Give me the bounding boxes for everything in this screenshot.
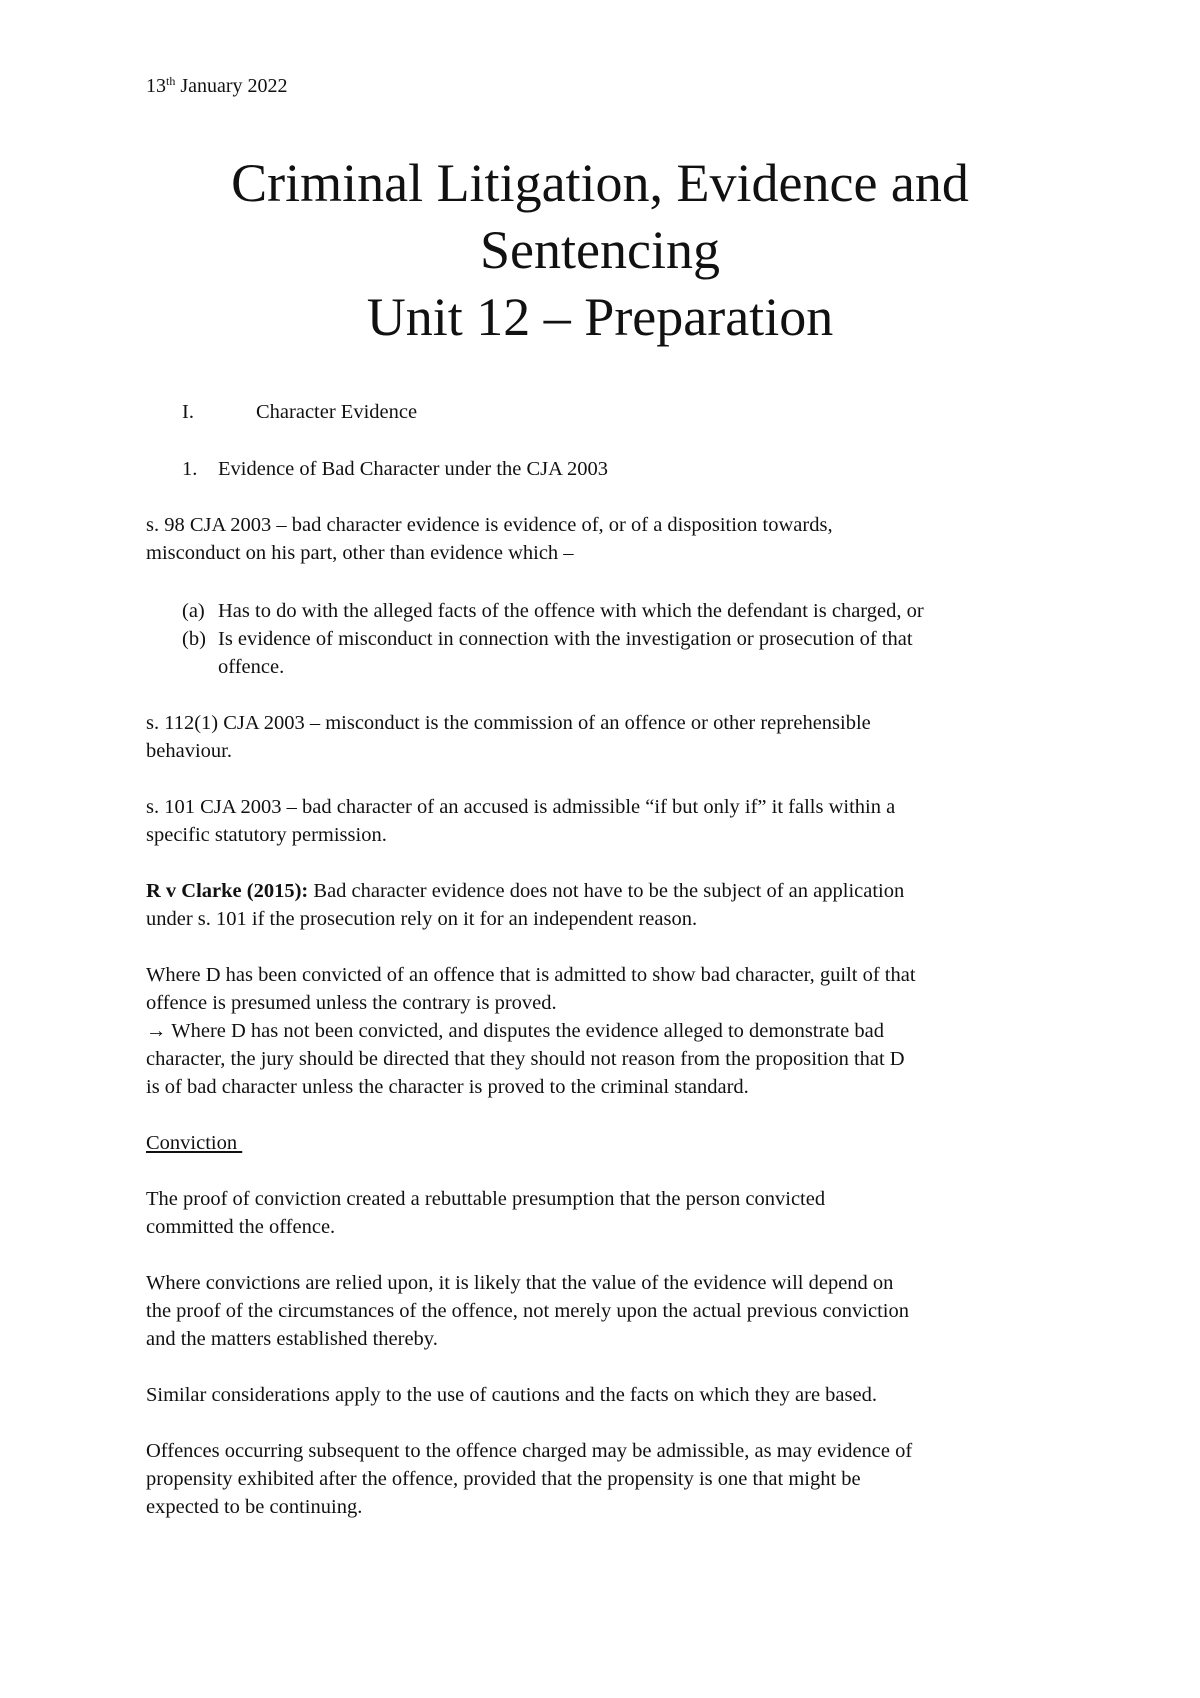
paragraph-relied: [146, 1269, 1076, 1353]
paragraph-line: behaviour.: [146, 740, 232, 762]
paragraph-subsequent: [146, 1437, 1076, 1521]
paragraph-line: and the matters established thereby.: [146, 1328, 438, 1350]
paragraph-s101: [146, 793, 1076, 849]
paragraph-line: committed the offence.: [146, 1216, 336, 1238]
paragraph-line: specific statutory permission.: [146, 824, 387, 846]
paragraph-line: The proof of conviction created a rebuttable presumption that the person convicted: [146, 1188, 826, 1210]
paragraph-line: is of bad character unless the character is proved to the criminal standard.: [146, 1076, 749, 1098]
list-item-a: Has to do with the alleged facts of the offence with which the defendant is charged, or: [218, 600, 924, 622]
list-marker-b: (b): [182, 628, 206, 650]
list-marker-a: (a): [182, 600, 205, 622]
paragraph-convicted: [146, 961, 1076, 1101]
paragraph-line: [146, 877, 1076, 905]
paragraph-line: s. 98 CJA 2003 – bad character evidence is evidence of, or of a disposition towards,: [146, 514, 833, 536]
paragraph-line: propensity exhibited after the offence, provided that the propensity is one that might be: [146, 1468, 861, 1490]
date-month-year: January 2022: [175, 75, 288, 97]
case-name: R v Clarke (2015):: [146, 880, 309, 902]
paragraph-line: character, the jury should be directed that they should not reason from the proposition that D: [146, 1048, 905, 1070]
paragraph-line: under s. 101 if the prosecution rely on it for an independent reason.: [146, 908, 698, 930]
date-day: 13: [146, 75, 166, 97]
paragraph-similar: [146, 1381, 1076, 1409]
paragraph-clarke: [146, 877, 1076, 933]
paragraph-line: Where convictions are relied upon, it is likely that the value of the evidence will depend on: [146, 1272, 894, 1294]
paragraph-s98: [146, 511, 1076, 567]
section-numeral: I.: [182, 401, 194, 423]
case-text: Bad character evidence does not have to be the subject of an application: [308, 880, 905, 902]
title-line-3: Unit 12 – Preparation: [366, 287, 834, 347]
paragraph-line: Offences occurring subsequent to the offence charged may be admissible, as may evidence of: [146, 1440, 913, 1462]
paragraph-line: Where D has been convicted of an offence that is admitted to show bad character, guilt of that: [146, 964, 916, 986]
paragraph-line: misconduct on his part, other than evidence which –: [146, 542, 574, 564]
document-date: [146, 74, 288, 98]
paragraph-line: offence is presumed unless the contrary is proved.: [146, 992, 557, 1014]
paragraph-line: s. 112(1) CJA 2003 – misconduct is the commission of an offence or other reprehensible: [146, 712, 871, 734]
paragraph-proof: [146, 1185, 1076, 1241]
paragraph-s112: [146, 709, 1076, 765]
subsection-number: 1.: [182, 458, 198, 480]
paragraph-line: s. 101 CJA 2003 – bad character of an accused is admissible “if but only if” it falls within a: [146, 796, 896, 818]
list-item-b-line-2: offence.: [218, 656, 285, 678]
list-item-b-line-1: Is evidence of misconduct in connection with the investigation or prosecution of that: [218, 628, 913, 650]
document-title: [0, 150, 1200, 351]
subsection-heading: Evidence of Bad Character under the CJA 2003: [218, 458, 608, 480]
section-heading: Character Evidence: [256, 401, 418, 423]
paragraph-line: Similar considerations apply to the use of cautions and the facts on which they are based.: [146, 1384, 877, 1406]
paragraph-line: the proof of the circumstances of the offence, not merely upon the actual previous conviction: [146, 1300, 909, 1322]
conviction-heading: Conviction: [146, 1132, 243, 1154]
paragraph-line: expected to be continuing.: [146, 1496, 363, 1518]
title-line-1: Criminal Litigation, Evidence and: [231, 153, 969, 213]
title-line-2: Sentencing: [480, 220, 720, 280]
date-suffix: th: [166, 74, 176, 88]
paragraph-line: → Where D has not been convicted, and disputes the evidence alleged to demonstrate bad: [146, 1020, 884, 1042]
